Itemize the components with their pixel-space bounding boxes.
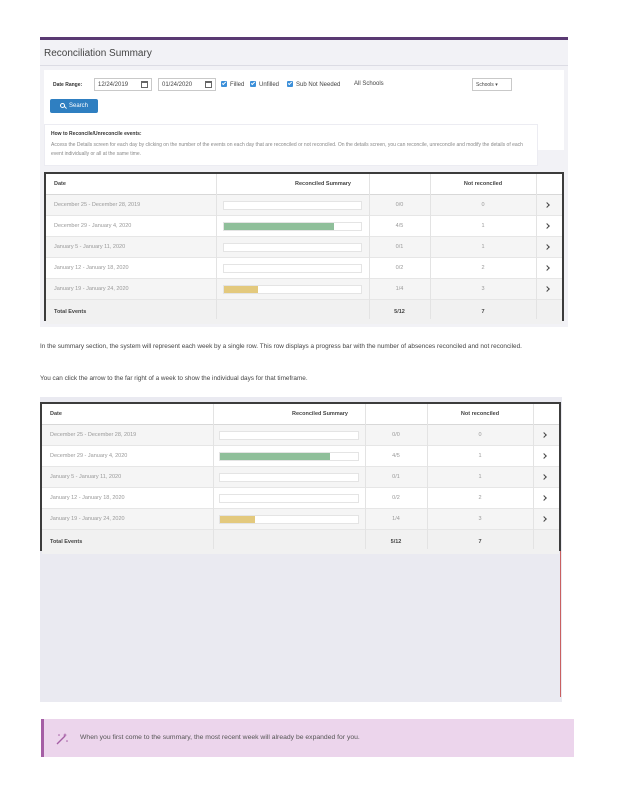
table-row xyxy=(42,509,559,530)
checkbox-checked-icon[interactable] xyxy=(287,81,293,87)
chevron-right-icon[interactable] xyxy=(544,223,550,229)
filled-checkbox[interactable]: Filled xyxy=(221,81,244,88)
reconciled-count-link[interactable]: 0/2 xyxy=(395,265,404,271)
caret-down-icon: ▾ xyxy=(495,82,498,88)
progress-bar-fill xyxy=(220,453,330,460)
progress-bar xyxy=(219,431,359,440)
table-total-row xyxy=(42,530,559,554)
total-reconciled: 5/12 xyxy=(394,309,405,315)
column-divider xyxy=(213,404,214,549)
calendar-icon[interactable] xyxy=(205,81,212,88)
total-not-reconciled: 7 xyxy=(481,309,485,315)
week-date-range: January 5 - January 11, 2020 xyxy=(50,474,122,480)
week-date-range: December 25 - December 28, 2019 xyxy=(54,202,141,208)
total-reconciled: 5/12 xyxy=(390,539,402,545)
progress-bar xyxy=(223,243,362,252)
table-row xyxy=(46,237,562,258)
reconciled-count-link[interactable]: 0/1 xyxy=(392,474,400,480)
not-reconciled-count-link[interactable]: 0 xyxy=(481,202,485,208)
table-row xyxy=(46,279,562,300)
all-schools-label: All Schools xyxy=(354,81,384,87)
week-date-range: January 12 - January 18, 2020 xyxy=(50,495,125,501)
column-divider xyxy=(216,174,217,319)
not-reconciled-count-link[interactable]: 1 xyxy=(478,453,482,459)
reconciliation-table xyxy=(40,402,561,551)
tip-callout xyxy=(41,719,574,757)
column-header-date: Date xyxy=(50,411,62,417)
progress-bar xyxy=(219,515,359,524)
tip-text: When you first come to the summary, the most recent week will already be expanded for you. xyxy=(80,734,360,741)
reconciled-count-link[interactable]: 4/5 xyxy=(395,223,404,229)
total-events-label: Total Events xyxy=(54,309,87,315)
chevron-right-icon[interactable] xyxy=(541,474,547,480)
paragraph-summary: In the summary section, the system will represent each week by a single row. This row displays a progress bar with the number of absences reconciled and not reconciled. xyxy=(40,343,522,350)
table-header xyxy=(46,174,562,195)
table-row xyxy=(46,258,562,279)
table-row xyxy=(42,488,559,509)
not-reconciled-count-link[interactable]: 0 xyxy=(478,432,482,438)
chevron-right-icon[interactable] xyxy=(541,495,547,501)
instructions-heading: How to Reconcile/Unreconcile events: xyxy=(51,131,142,137)
page-title: Reconciliation Summary xyxy=(44,48,152,59)
week-date-range: December 29 - January 4, 2020 xyxy=(50,453,128,459)
reconciliation-table xyxy=(44,172,564,321)
week-date-range: December 29 - January 4, 2020 xyxy=(54,223,132,229)
instructions-text: Access the Details screen for each day by clicking on the number of the events on each day that are reconciled or not reconciled. On the details screen, you can reconcile, unreconcile and modify the details of each event individually or all at the same time. xyxy=(51,142,523,157)
chevron-right-icon[interactable] xyxy=(541,432,547,438)
progress-bar-fill xyxy=(224,223,334,230)
not-reconciled-count-link[interactable]: 2 xyxy=(481,265,485,271)
column-divider xyxy=(536,174,537,319)
calendar-icon[interactable] xyxy=(141,81,148,88)
progress-bar xyxy=(223,285,362,294)
not-reconciled-count-link[interactable]: 1 xyxy=(478,474,482,480)
week-date-range: December 25 - December 28, 2019 xyxy=(50,432,137,438)
schools-dropdown[interactable]: Schools ▾ xyxy=(472,78,512,91)
not-reconciled-count-link[interactable]: 2 xyxy=(478,495,482,501)
column-divider xyxy=(533,404,534,549)
start-date-input[interactable]: 12/24/2019 xyxy=(94,78,152,91)
week-date-range: January 5 - January 11, 2020 xyxy=(54,244,126,250)
end-date-input[interactable]: 01/24/2020 xyxy=(158,78,216,91)
table-row xyxy=(42,446,559,467)
magic-wand-icon xyxy=(55,732,69,746)
column-header-reconciled-summary: Reconciled Summary xyxy=(295,181,351,187)
paragraph-arrow: You can click the arrow to the far right of a week to show the individual days for that timeframe. xyxy=(40,375,308,382)
week-date-range: January 12 - January 18, 2020 xyxy=(54,265,129,271)
reconciled-count-link[interactable]: 1/4 xyxy=(392,516,400,522)
chevron-right-icon[interactable] xyxy=(544,202,550,208)
reconciled-count-link[interactable]: 0/1 xyxy=(395,244,404,250)
reconciled-count-link[interactable]: 1/4 xyxy=(395,286,404,292)
total-not-reconciled: 7 xyxy=(478,539,482,545)
column-divider xyxy=(430,174,431,319)
reconciled-count-link[interactable]: 0/0 xyxy=(395,202,404,208)
divider xyxy=(560,547,561,697)
column-header-date: Date xyxy=(54,181,66,187)
progress-bar xyxy=(223,222,362,231)
reconciled-count-link[interactable]: 4/5 xyxy=(392,453,400,459)
column-header-reconciled-summary: Reconciled Summary xyxy=(292,411,348,417)
progress-bar xyxy=(219,473,359,482)
table-header xyxy=(42,404,559,425)
progress-bar-fill xyxy=(220,516,255,523)
instructions-box xyxy=(44,124,538,166)
column-divider xyxy=(369,174,370,319)
table-row xyxy=(46,195,562,216)
progress-bar xyxy=(223,201,362,210)
chevron-right-icon[interactable] xyxy=(544,286,550,292)
table-total-row xyxy=(46,300,562,324)
table-row xyxy=(42,467,559,488)
divider xyxy=(40,65,568,66)
date-range-label: Date Range: xyxy=(53,82,83,88)
progress-bar xyxy=(223,264,362,273)
progress-bar xyxy=(219,452,359,461)
week-date-range: January 19 - January 24, 2020 xyxy=(50,516,125,522)
not-reconciled-count-link[interactable]: 3 xyxy=(478,516,482,522)
column-divider xyxy=(427,404,428,549)
unfilled-checkbox[interactable]: Unfilled xyxy=(250,81,279,88)
chevron-right-icon[interactable] xyxy=(544,265,550,271)
search-button[interactable]: Search xyxy=(50,99,98,113)
chevron-right-icon[interactable] xyxy=(544,244,550,250)
progress-bar-fill xyxy=(224,286,258,293)
chevron-right-icon[interactable] xyxy=(541,516,547,522)
not-reconciled-count-link[interactable]: 1 xyxy=(481,244,485,250)
sub-not-needed-checkbox[interactable]: Sub Not Needed xyxy=(287,81,340,88)
checkbox-checked-icon[interactable] xyxy=(250,81,256,87)
week-date-range: January 19 - January 24, 2020 xyxy=(54,286,129,292)
search-icon xyxy=(60,103,65,108)
progress-bar xyxy=(219,494,359,503)
total-events-label: Total Events xyxy=(50,539,83,545)
chevron-right-icon[interactable] xyxy=(541,453,547,459)
column-header-not-reconciled: Not reconciled xyxy=(460,411,500,417)
column-divider xyxy=(365,404,366,549)
not-reconciled-count-link[interactable]: 3 xyxy=(481,286,485,292)
table-row xyxy=(42,425,559,446)
checkbox-checked-icon[interactable] xyxy=(221,81,227,87)
not-reconciled-count-link[interactable]: 1 xyxy=(481,223,485,229)
table-row xyxy=(46,216,562,237)
reconciled-count-link[interactable]: 0/2 xyxy=(392,495,400,501)
reconciled-count-link[interactable]: 0/0 xyxy=(392,432,400,438)
column-header-not-reconciled: Not reconciled xyxy=(463,181,503,187)
